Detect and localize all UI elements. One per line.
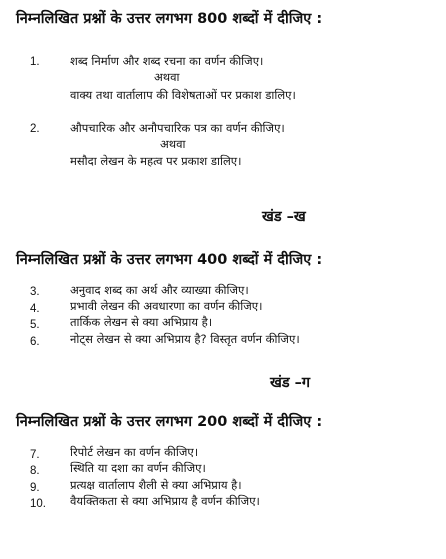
question-number-6: 6. bbox=[30, 336, 40, 348]
question-5-text: तार्किक लेखन से क्या अभिप्राय है। bbox=[70, 315, 213, 329]
section-c-heading: निम्नलिखित प्रश्नों के उत्तर लगभग 200 शब्दों में दीजिए : bbox=[16, 414, 323, 430]
question-6-text: नोट्स लेखन से क्या अभिप्राय है? विस्तृत वर्णन कीजिए। bbox=[70, 332, 300, 346]
question-4-text: प्रभावी लेखन की अवधारणा का वर्णन कीजिए। bbox=[70, 299, 263, 313]
question-number-10: 10. bbox=[30, 498, 46, 510]
question-8-text: स्थिति या दशा का वर्णन कीजिए। bbox=[70, 461, 206, 475]
question-1-or: अथवा bbox=[154, 70, 180, 84]
question-number-2: 2. bbox=[30, 123, 40, 135]
question-number-9: 9. bbox=[30, 482, 40, 494]
section-b-title: खंड –ख bbox=[262, 209, 306, 225]
section-a-heading: निम्नलिखित प्रश्नों के उत्तर लगभग 800 शब्दों में दीजिए : bbox=[16, 11, 323, 27]
question-number-7: 7. bbox=[30, 449, 40, 461]
question-number-8: 8. bbox=[30, 465, 40, 477]
section-c-title: खंड –ग bbox=[270, 375, 311, 391]
question-number-5: 5. bbox=[30, 319, 40, 331]
question-2-alt-text: मसौदा लेखन के महत्व पर प्रकाश डालिए। bbox=[70, 154, 242, 168]
question-7-text: रिपोर्ट लेखन का वर्णन कीजिए। bbox=[70, 445, 199, 459]
question-1-text: शब्द निर्माण और शब्द रचना का वर्णन कीजिए। bbox=[70, 54, 264, 68]
question-number-3: 3. bbox=[30, 286, 40, 298]
question-10-text: वैयक्तिकता से क्या अभिप्राय है वर्णन कीजिए। bbox=[70, 494, 260, 508]
question-number-4: 4. bbox=[30, 303, 40, 315]
question-3-text: अनुवाद शब्द का अर्थ और व्याख्या कीजिए। bbox=[70, 283, 249, 297]
question-number-1: 1. bbox=[30, 56, 40, 68]
section-b-heading: निम्नलिखित प्रश्नों के उत्तर लगभग 400 शब्दों में दीजिए : bbox=[16, 252, 323, 268]
question-2-text: औपचारिक और अनौपचारिक पत्र का वर्णन कीजिए। bbox=[70, 121, 285, 135]
question-9-text: प्रत्यक्ष वार्तालाप शैली से क्या अभिप्राय है। bbox=[70, 478, 242, 492]
question-1-alt-text: वाक्य तथा वार्तालाप की विशेषताओं पर प्रकाश डालिए। bbox=[70, 88, 296, 102]
question-2-or: अथवा bbox=[160, 137, 186, 151]
